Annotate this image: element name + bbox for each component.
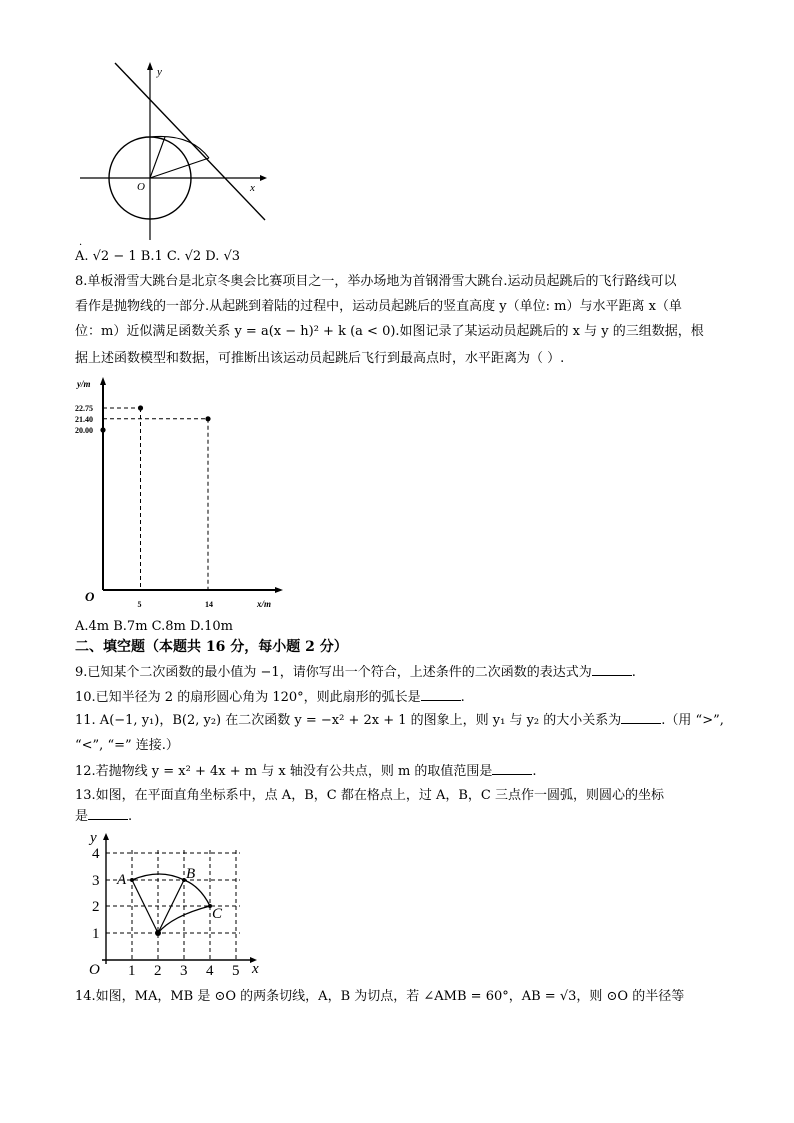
- q8-ylabel: y/m: [77, 379, 91, 389]
- q11-text: 11. A(−1, y₁)，B(2, y₂) 在二次函数 y = −x² + 2x + 1 的图象上，则 y₁ 与 y₂ 的大小关系为: [75, 713, 622, 728]
- q13-x-tick: 5: [232, 963, 240, 979]
- q8-x-arrow-icon: [275, 587, 283, 593]
- q8-origin: O: [85, 589, 95, 604]
- q8-data-point: [100, 427, 105, 432]
- q13-origin: O: [89, 962, 100, 978]
- q8-chart: [75, 375, 290, 615]
- q8-line4: 据上述函数模型和数据，可推断出该运动员起跳后飞行到最高点时，水平距离为（ ）.: [75, 351, 565, 366]
- q9-tail: .: [631, 665, 636, 680]
- q10-tail: .: [460, 690, 465, 705]
- q10: [75, 688, 465, 707]
- q11-line1: [75, 711, 724, 730]
- q8-y-tick: 20.00: [75, 426, 93, 435]
- q13-y-tick: 3: [92, 873, 100, 889]
- q13-seg-b: [158, 880, 184, 933]
- q9-text: 9.已知某个二次函数的最小值为 −1，请你写出一个符合，上述条件的二次函数的表达式为: [75, 665, 592, 680]
- q7-radius-2: [150, 158, 209, 178]
- section2-title: 二、填空题（本题共 16 分，每小题 2 分）: [75, 639, 348, 655]
- q13-y-arrow-icon: [103, 833, 109, 840]
- q7-options: A. √2 − 1 B.1 C. √2 D. √3: [75, 249, 241, 264]
- q12: [75, 762, 537, 781]
- q8-data-point: [138, 405, 143, 410]
- q8-options: A.4m B.7m C.8m D.10m: [75, 619, 233, 634]
- q8-x-tick: 14: [205, 600, 213, 609]
- q13-arc: [132, 874, 210, 906]
- q11-tail: .（用 “>”,: [661, 713, 724, 728]
- q13-x-tick: 2: [154, 963, 162, 979]
- q13-point-b: B: [186, 866, 196, 882]
- q7-x-label: x: [250, 182, 255, 194]
- q13-x-label: x: [252, 961, 259, 977]
- q13-point-a: A: [117, 872, 127, 888]
- q13-y-tick: 2: [92, 899, 100, 915]
- q13-x-tick: 1: [128, 963, 136, 979]
- q7-y-label: y: [157, 66, 162, 78]
- q7-figure: [75, 55, 275, 245]
- q11-answer-blank[interactable]: [621, 711, 661, 724]
- q8-x-tick: 5: [137, 600, 142, 609]
- q13-line1: 13.如图，在平面直角坐标系中，点 A，B，C 都在格点上，过 A，B，C 三点作一圆弧，则圆心的坐标: [75, 788, 664, 803]
- q7-radius-1: [150, 137, 165, 178]
- q13-x-tick: 3: [180, 963, 188, 979]
- q10-answer-blank[interactable]: [421, 688, 461, 701]
- q13-x-tick: 4: [206, 963, 214, 979]
- q8-y-arrow-icon: [100, 377, 106, 385]
- q13-y-label: y: [90, 830, 97, 846]
- q7-tangent-line: [115, 63, 265, 220]
- q9-answer-blank[interactable]: [592, 663, 632, 676]
- q8-xlabel: x/m: [257, 599, 272, 609]
- q13-point-c: C: [212, 906, 223, 922]
- stray-dot: ·: [79, 240, 83, 251]
- q7-x-arrow-icon: [260, 175, 267, 181]
- q13-tail: .: [128, 809, 133, 824]
- q8-line1: 8.单板滑雪大跳台是北京冬奥会比赛项目之一，举办场地为首钢滑雪大跳台.运动员起跳后的飞行路线可以: [75, 274, 677, 289]
- q10-text: 10.已知半径为 2 的扇形圆心角为 120°，则此扇形的弧长是: [75, 690, 421, 705]
- q13-center-dot: [155, 930, 161, 936]
- q13-y-tick: 4: [92, 846, 100, 862]
- q7-y-arrow-icon: [147, 62, 153, 70]
- q8-y-tick: 22.75: [75, 404, 93, 413]
- q13-line2: [75, 807, 132, 826]
- q13-line2-text: 是: [75, 809, 89, 824]
- q8-line2: 看作是抛物线的一部分.从起跳到着陆的过程中，运动员起跳后的竖直高度 y（单位: m）与水平距离 x（单: [75, 299, 682, 314]
- q7-origin-label: O: [137, 181, 145, 193]
- q13-labels: [88, 830, 259, 979]
- q12-tail: .: [532, 764, 537, 779]
- q12-answer-blank[interactable]: [492, 762, 532, 775]
- q11-line2: “<”, “=” 连接.）: [75, 738, 179, 753]
- q14-text: 14.如图，MA，MB 是 ⊙O 的两条切线，A，B 为切点，若 ∠AMB = 60°，AB = √3，则 ⊙O 的半径等: [75, 989, 685, 1004]
- q8-data-point: [205, 416, 210, 421]
- q13-answer-blank[interactable]: [88, 807, 128, 820]
- q13-y-tick: 1: [92, 926, 100, 942]
- q13-figure: [80, 830, 270, 980]
- q8-y-tick: 21.40: [75, 414, 93, 424]
- q12-text: 12.若抛物线 y = x² + 4x + m 与 x 轴没有公共点，则 m 的取值范围是: [75, 764, 493, 779]
- q9: [75, 663, 636, 682]
- q13-dot-a: [130, 878, 134, 882]
- q8-line3: 位：m）近似满足函数关系 y = a(x − h)² + k (a < 0).如图记录了某运动员起跳后的 x 与 y 的三组数据，根: [75, 324, 704, 339]
